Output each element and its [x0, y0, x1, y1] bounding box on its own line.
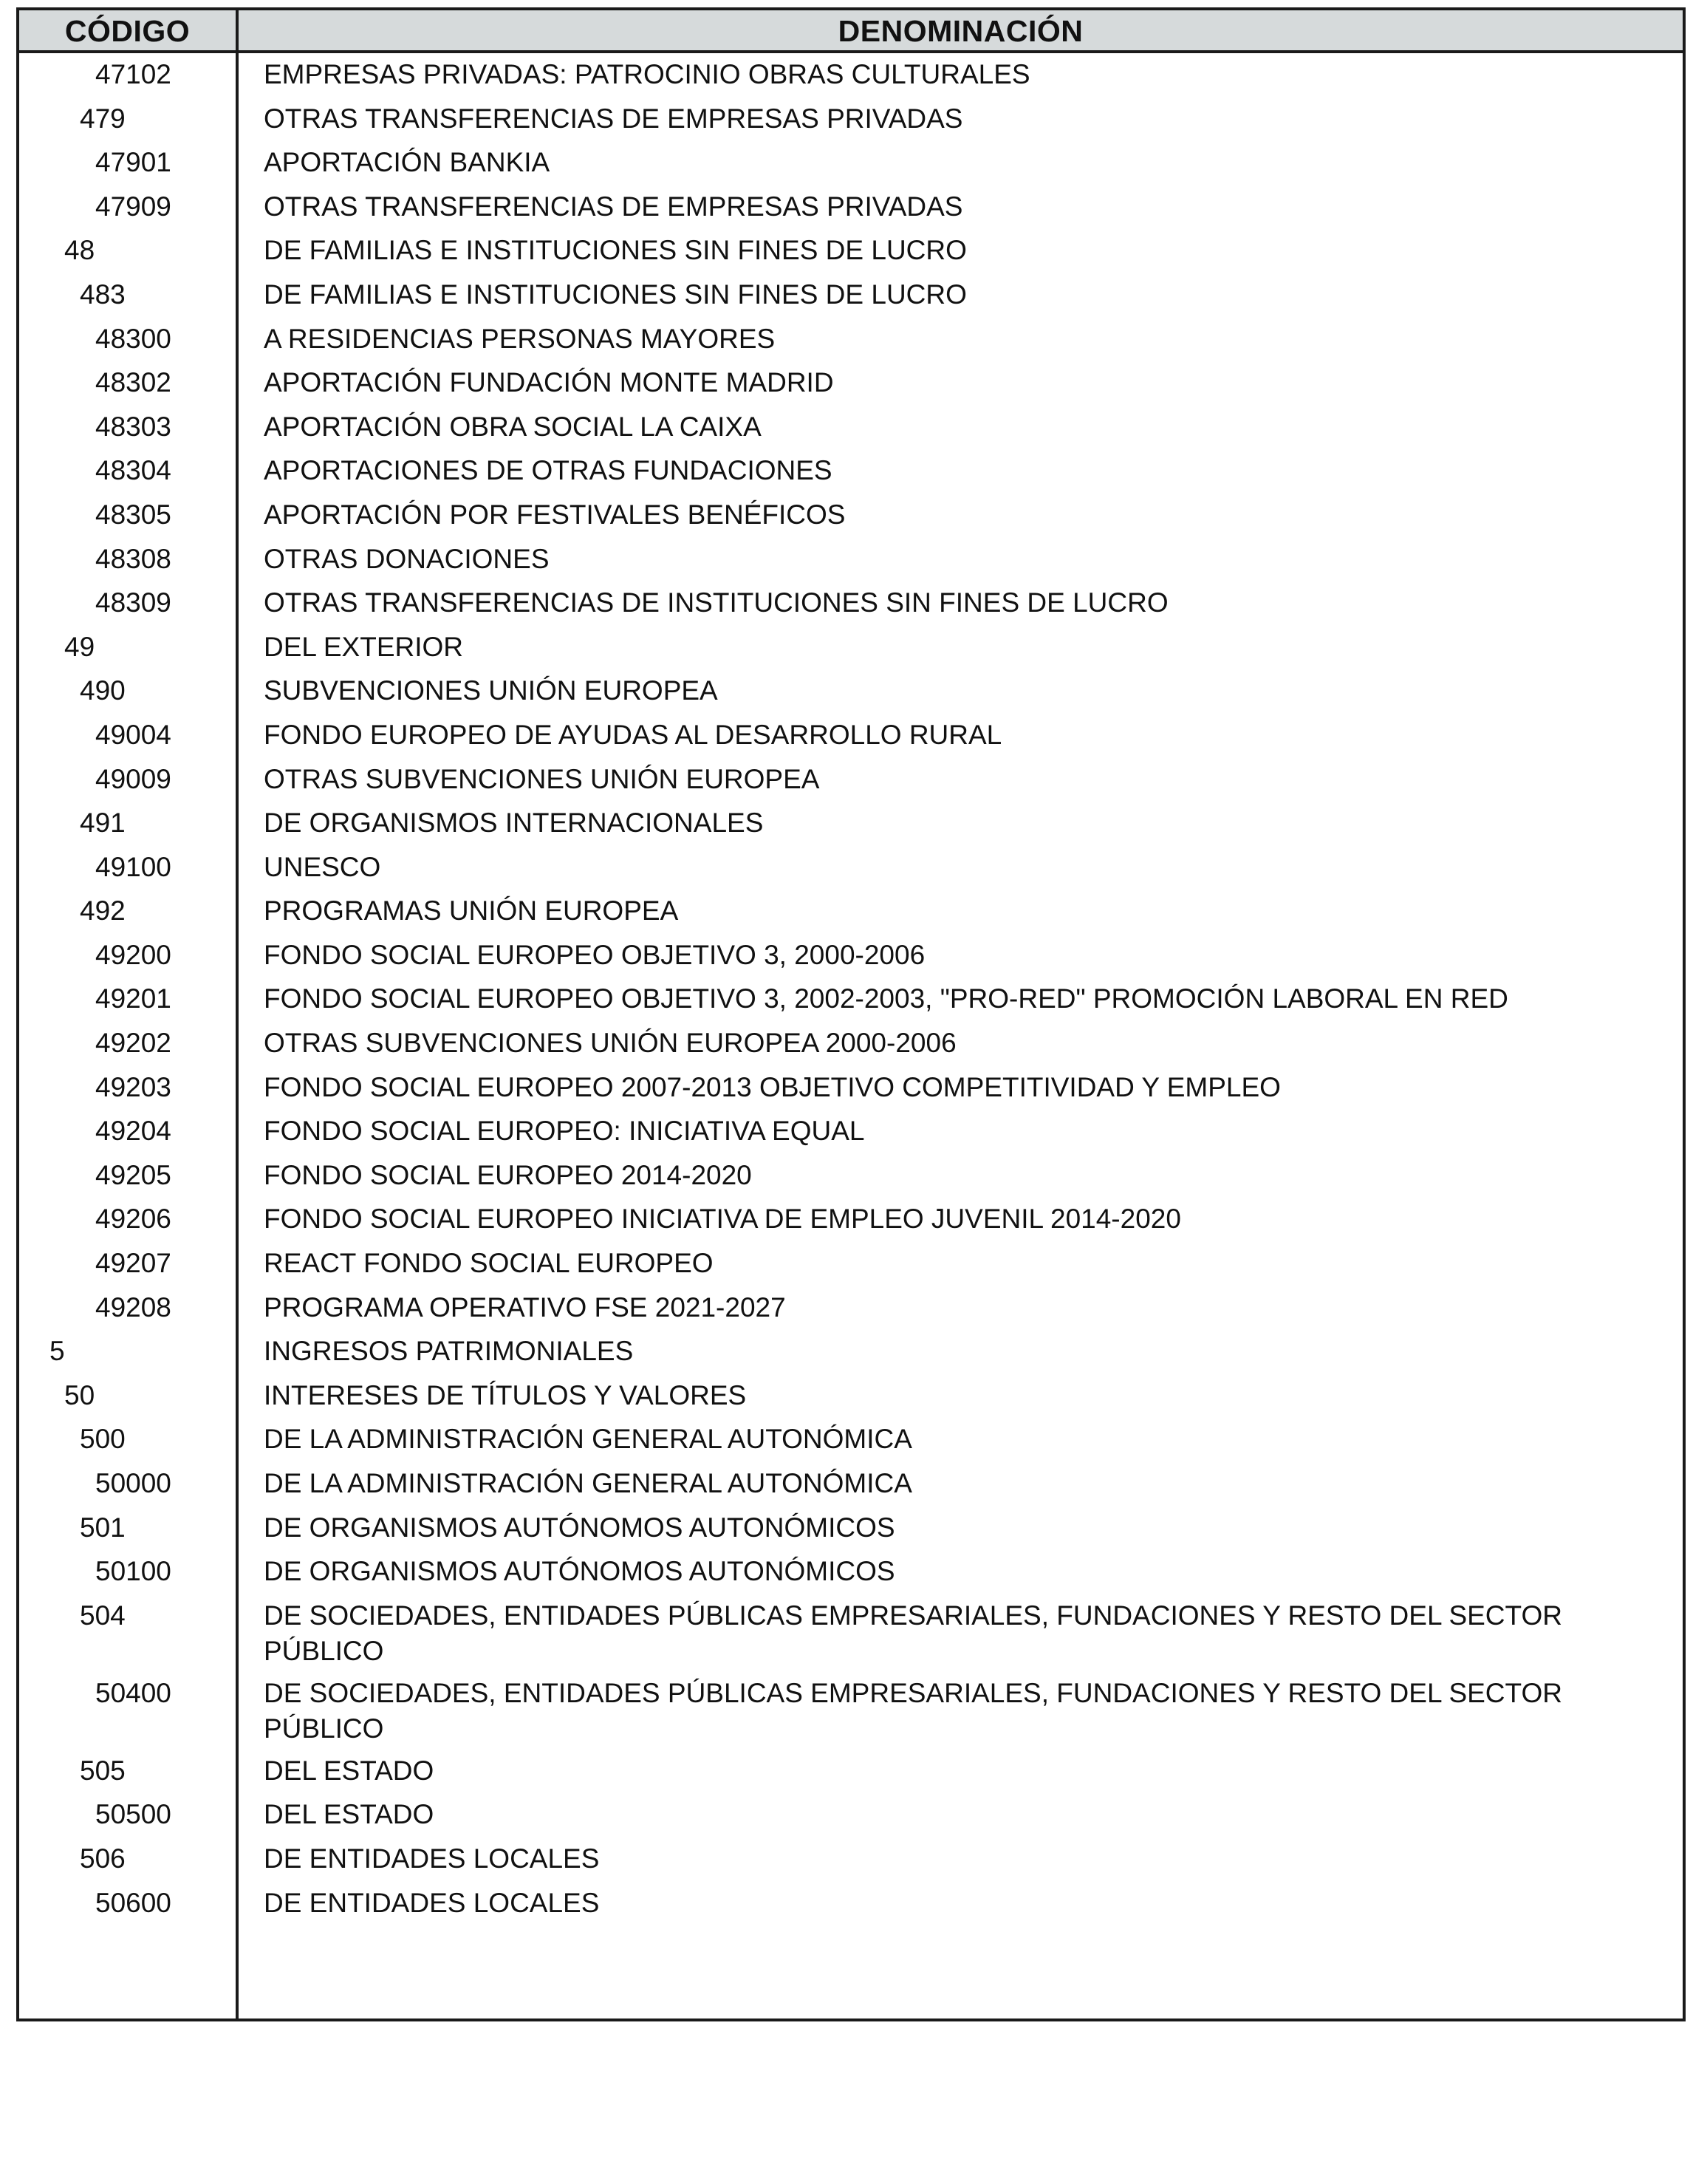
table-row [19, 53, 1683, 98]
row-code: 500 [80, 1424, 126, 1455]
table-row [19, 185, 1683, 230]
table-row [19, 1594, 1683, 1672]
row-denomination: DE ORGANISMOS AUTÓNOMOS AUTONÓMICOS [264, 1556, 895, 1587]
row-code: 49207 [95, 1248, 171, 1279]
row-denomination: FONDO EUROPEO DE AYUDAS AL DESARROLLO RURAL [264, 719, 1002, 750]
row-code: 49 [64, 631, 95, 662]
row-denomination: APORTACIÓN OBRA SOCIAL LA CAIXA [264, 411, 762, 442]
row-denomination: DE ENTIDADES LOCALES [264, 1843, 600, 1874]
table-row [19, 1154, 1683, 1198]
row-code: 479 [80, 103, 126, 134]
row-code: 48305 [95, 499, 171, 530]
row-code: 49202 [95, 1028, 171, 1059]
row-denomination: DE ORGANISMOS AUTÓNOMOS AUTONÓMICOS [264, 1512, 895, 1543]
row-code: 49100 [95, 851, 171, 882]
row-code: 48 [64, 235, 95, 266]
row-code: 48304 [95, 455, 171, 486]
row-denomination: DE LA ADMINISTRACIÓN GENERAL AUTONÓMICA [264, 1424, 912, 1455]
row-code: 50400 [95, 1677, 171, 1708]
row-denomination: INTERESES DE TÍTULOS Y VALORES [264, 1379, 747, 1410]
column-header-code: CÓDIGO [64, 14, 191, 48]
row-code: 49200 [95, 939, 171, 970]
table-row [19, 1882, 1683, 1926]
table-row [19, 229, 1683, 273]
row-code: 49204 [95, 1116, 171, 1147]
row-code: 47102 [95, 59, 171, 89]
row-denomination: DE SOCIEDADES, ENTIDADES PÚBLICAS EMPRESARIALES, FUNDACIONES Y RESTO DEL SECTOR PÚBLICO [264, 1677, 1562, 1744]
table-row [19, 1837, 1683, 1882]
row-denomination: DE FAMILIAS E INSTITUCIONES SIN FINES DE LUCRO [264, 235, 967, 266]
row-code: 49208 [95, 1291, 171, 1323]
table-body [19, 53, 1683, 1925]
row-code: 49203 [95, 1071, 171, 1102]
row-code: 491 [80, 808, 126, 839]
row-denomination: FONDO SOCIAL EUROPEO INICIATIVA DE EMPLEO JUVENIL 2014-2020 [264, 1204, 1181, 1235]
table-row [19, 890, 1683, 934]
row-denomination: FONDO SOCIAL EUROPEO 2014-2020 [264, 1159, 752, 1190]
table-row [19, 1672, 1683, 1750]
budget-code-table [16, 7, 1686, 2021]
table-row [19, 1793, 1683, 1837]
table-row [19, 273, 1683, 318]
row-code: 49009 [95, 763, 171, 794]
row-denomination: SUBVENCIONES UNIÓN EUROPEA [264, 675, 718, 706]
table-row [19, 538, 1683, 582]
row-denomination: APORTACIÓN FUNDACIÓN MONTE MADRID [264, 367, 834, 398]
row-denomination: OTRAS TRANSFERENCIAS DE EMPRESAS PRIVADAS [264, 103, 963, 134]
row-code: 47901 [95, 147, 171, 178]
table-row [19, 1506, 1683, 1551]
row-code: 50100 [95, 1556, 171, 1587]
row-code: 48303 [95, 411, 171, 442]
table-row [19, 318, 1683, 362]
row-denomination: FONDO SOCIAL EUROPEO OBJETIVO 3, 2002-2003, "PRO-RED" PROMOCIÓN LABORAL EN RED [264, 983, 1508, 1014]
row-denomination: A RESIDENCIAS PERSONAS MAYORES [264, 323, 776, 354]
row-code: 50600 [95, 1887, 171, 1918]
row-code: 48308 [95, 543, 171, 574]
row-code: 48300 [95, 323, 171, 354]
row-code: 506 [80, 1843, 126, 1874]
row-denomination: EMPRESAS PRIVADAS: PATROCINIO OBRAS CULTURALES [264, 59, 1030, 89]
table-row [19, 1462, 1683, 1506]
table-row [19, 449, 1683, 494]
row-code: 50000 [95, 1468, 171, 1498]
row-code: 505 [80, 1755, 126, 1786]
row-code: 504 [80, 1600, 126, 1631]
table-row [19, 406, 1683, 450]
table-row [19, 1418, 1683, 1462]
row-code: 490 [80, 675, 126, 706]
row-denomination: DEL ESTADO [264, 1799, 434, 1830]
table-row [19, 1550, 1683, 1594]
table-row [19, 1330, 1683, 1374]
row-denomination: OTRAS SUBVENCIONES UNIÓN EUROPEA 2000-2006 [264, 1028, 957, 1059]
row-denomination: PROGRAMAS UNIÓN EUROPEA [264, 895, 679, 927]
row-denomination: PROGRAMA OPERATIVO FSE 2021-2027 [264, 1291, 786, 1323]
table-row [19, 141, 1683, 185]
table-row [19, 802, 1683, 846]
table-row [19, 1198, 1683, 1242]
table-row [19, 714, 1683, 758]
table-row [19, 1066, 1683, 1110]
row-denomination: DE LA ADMINISTRACIÓN GENERAL AUTONÓMICA [264, 1468, 912, 1498]
row-denomination: OTRAS TRANSFERENCIAS DE EMPRESAS PRIVADAS [264, 191, 963, 222]
table-row [19, 758, 1683, 802]
row-denomination: OTRAS TRANSFERENCIAS DE INSTITUCIONES SIN FINES DE LUCRO [264, 587, 1169, 618]
table-row [19, 1750, 1683, 1794]
table-header [19, 10, 1683, 53]
table-row [19, 98, 1683, 142]
table-row [19, 1242, 1683, 1286]
table-row [19, 846, 1683, 890]
row-code: 49206 [95, 1204, 171, 1235]
row-code: 483 [80, 279, 126, 310]
row-denomination: UNESCO [264, 851, 381, 882]
table-row [19, 1286, 1683, 1331]
row-code: 501 [80, 1512, 126, 1543]
row-denomination: FONDO SOCIAL EUROPEO OBJETIVO 3, 2000-2006 [264, 939, 926, 970]
table-row [19, 669, 1683, 714]
row-denomination: DEL EXTERIOR [264, 631, 464, 662]
table-row [19, 977, 1683, 1022]
row-denomination: DE ORGANISMOS INTERNACIONALES [264, 808, 764, 839]
row-denomination: DE SOCIEDADES, ENTIDADES PÚBLICAS EMPRESARIALES, FUNDACIONES Y RESTO DEL SECTOR PÚBLICO [264, 1600, 1562, 1666]
row-denomination: OTRAS DONACIONES [264, 543, 550, 574]
row-denomination: DE ENTIDADES LOCALES [264, 1887, 600, 1918]
table-row [19, 1022, 1683, 1066]
row-denomination: FONDO SOCIAL EUROPEO: INICIATIVA EQUAL [264, 1116, 865, 1147]
row-denomination: APORTACIÓN BANKIA [264, 147, 550, 178]
row-code: 49201 [95, 983, 171, 1014]
row-code: 5 [49, 1336, 65, 1367]
row-code: 47909 [95, 191, 171, 222]
table-row [19, 581, 1683, 626]
table-row [19, 934, 1683, 978]
row-code: 492 [80, 895, 126, 927]
row-code: 49004 [95, 719, 171, 750]
row-code: 48302 [95, 367, 171, 398]
row-denomination: REACT FONDO SOCIAL EUROPEO [264, 1248, 714, 1279]
row-denomination: DEL ESTADO [264, 1755, 434, 1786]
row-code: 50500 [95, 1799, 171, 1830]
row-denomination: APORTACIÓN POR FESTIVALES BENÉFICOS [264, 499, 846, 530]
table-row [19, 1110, 1683, 1154]
table-row [19, 1374, 1683, 1419]
row-denomination: INGRESOS PATRIMONIALES [264, 1336, 634, 1367]
row-code: 48309 [95, 587, 171, 618]
row-denomination: OTRAS SUBVENCIONES UNIÓN EUROPEA [264, 763, 820, 794]
row-denomination: APORTACIONES DE OTRAS FUNDACIONES [264, 455, 832, 486]
table-row [19, 361, 1683, 406]
row-code: 49205 [95, 1159, 171, 1190]
row-code: 50 [64, 1379, 95, 1410]
column-header-name: DENOMINACIÓN [838, 14, 1084, 48]
row-denomination: DE FAMILIAS E INSTITUCIONES SIN FINES DE LUCRO [264, 279, 967, 310]
table-row [19, 626, 1683, 670]
table-row [19, 494, 1683, 538]
row-denomination: FONDO SOCIAL EUROPEO 2007-2013 OBJETIVO COMPETITIVIDAD Y EMPLEO [264, 1071, 1281, 1102]
